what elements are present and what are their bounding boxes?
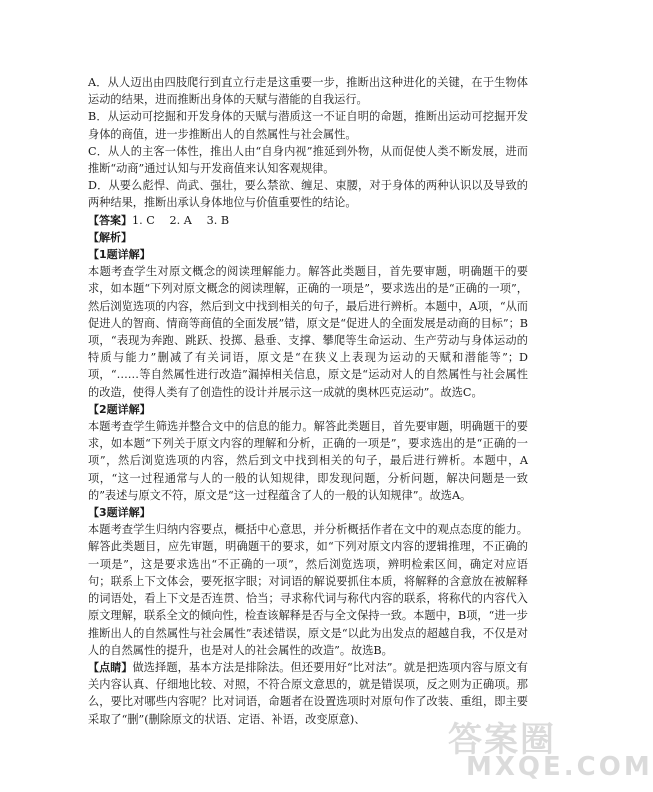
answer-line <box>88 212 528 229</box>
option-c: C．从人的主客一体性，推出人由“自身内视”推延到外物，从而促使人类不断发展，进而推断“动商”通过认知与开发商值来认知客观规律。 <box>88 144 528 176</box>
q3-heading <box>88 504 528 521</box>
q2-label: 【2题详解】 <box>88 402 151 416</box>
option-b: B．从运动可挖掘和开发身体的天赋与潜质这一不证自明的命题，推断出运动可挖掘开发身体的商值，进一步推断出人的自然属性与社会属性。 <box>88 110 528 141</box>
answer-text: 1. C 2. A 3. B <box>132 213 230 227</box>
document-body <box>88 74 528 728</box>
tip-paragraph <box>88 659 528 728</box>
answer-label: 【答案】 <box>88 213 132 227</box>
q2-heading <box>88 401 528 418</box>
watermark-sub-text: MXQE.COM <box>466 752 653 782</box>
option-d: D．从要么彪悍、尚武、强壮，要么禁欲、缠足、束腰，对于身体的两种认识以及导致的两种结果，推断出承认身体地位与价值重要性的结论。 <box>88 179 528 210</box>
watermark-main-text: 答案圈 <box>448 720 556 760</box>
tip-label: 【点睛】 <box>88 660 133 674</box>
q3-explanation: 本题考查学生归纳内容要点，概括中心意思，并分析概括作者在文中的观点态度的能力。解答此类题目，应先审题，明确题干的要求，如“下列对原文内容的逻辑推理，不正确的一项是”，这是要求选出“不正确的一项”，然后浏览选项，辨明检索区间，确定对应语句；联系上下文体会，要死抠字眼；对词语的解说要抓住本质，将解释的含意放在被解释的词语处，看上下文是否连贯、恰当；寻求称代词与称代内容的联系，将称代的内容代入原文理解，联系全文的倾向性，检查该解释是否与全文保持一致。本题中，B项，“进一步推断出人的自然属性与社会属性”表述错误，原文是“以此为出发点的超越自我，不仅是对人的自然属性的提升，也是对人的社会属性的改造”。故选B。 <box>88 523 528 657</box>
q1-heading <box>88 246 528 263</box>
q1-explanation: 本题考查学生对原文概念的阅读理解能力。解答此类题目，首先要审题，明确题干的要求，如本题“下列对原文概念的阅读理解，正确的一项是”，要求选出的是“正确的一项”，然后浏览选项的内容，然后到文中找到相关的句子，最后进行辨析。本题中，A项，“从而促进人的智商、情商等商值的全面发展”错，原文是“促进人的全面发展是动商的目标”；B项，“表现为奔跑、跳跃、投掷、悬垂、支撑、攀爬等生命运动、生产劳动与身体运动的特质与能力”删减了有关词语，原文是“在狭义上表现为运动的天赋和潜能等”；D项，“……等自然属性进行改造”漏掉相关信息，原文是“运动对人的自然属性与社会属性的改造，使得人类有了创造性的设计并展示这一成就的奥林匹克运动”。故选C。 <box>88 265 528 399</box>
analysis-heading <box>88 229 528 246</box>
option-a: A．从人迈出由四肢爬行到直立行走是这重要一步，推断出这种进化的关键，在于生物体运动的结果，进而推断出身体的天赋与潜能的自我运行。 <box>88 76 528 107</box>
q1-label: 【1题详解】 <box>88 248 151 262</box>
analysis-label: 【解析】 <box>88 230 132 244</box>
tip-text: 做选择题，基本方法是排除法。但还要用好“比对法”。就是把选项内容与原文有关内容认真、仔细地比较、对照，不符合原文意思的，就是错误项，反之则为正确项。那么，要比对哪些内容呢？比对词语，命题者在设置选项时对原句作了改装、重组，即主要采取了“删”(删除原文的状语、定语、补语，改变原意)、 <box>88 660 528 726</box>
q3-label: 【3题详解】 <box>88 506 151 520</box>
q2-explanation: 本题考查学生筛选并整合文中的信息的能力。解答此类题目，首先要审题，明确题干的要求，如本题“下列关于原文内容的理解和分析，正确的一项是”，要求选出的是“正确的一项”，然后浏览选项的内容，然后到文中找到相关的句子，最后进行辨析。本题中，A项，“这一过程通常与人的一般的认知规律，即发现问题，分析问题，解决问题是一致的”表述与原文不符，原文是“这一过程蕴含了人的一般的认知规律”。故选A。 <box>88 420 528 502</box>
